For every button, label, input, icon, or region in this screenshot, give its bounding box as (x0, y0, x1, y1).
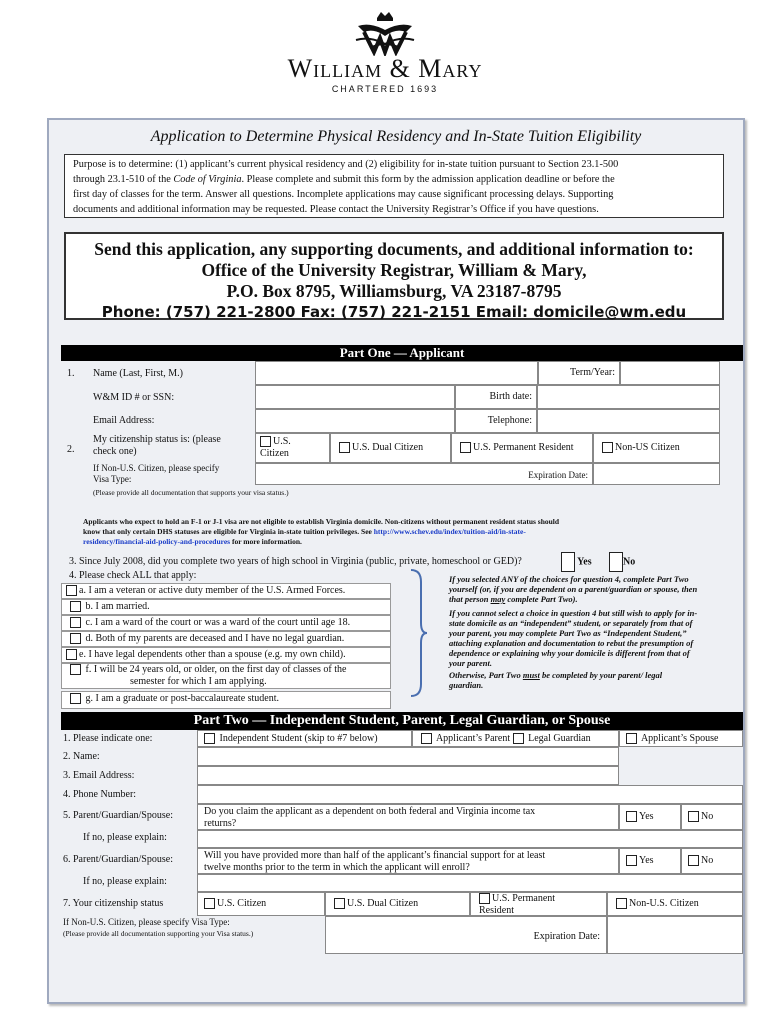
visa-note: (Please provide all documentation that supports your visa status.) (93, 488, 289, 497)
q2-number: 2. (67, 444, 75, 455)
visa-note-2: (Please provide all documentation supporting your Visa status.) (63, 929, 254, 938)
q5-label: 5. Parent/Guardian/Spouse: (63, 810, 173, 821)
q7-dual-citizen[interactable]: U.S. Dual Citizen (325, 892, 470, 916)
q6-label: 6. Parent/Guardian/Spouse: (63, 854, 173, 865)
q5-no[interactable]: No (681, 804, 743, 830)
q4-option-b[interactable]: b. I am married. (61, 599, 391, 615)
email-input-2[interactable] (197, 766, 619, 785)
email-label: Email Address: (93, 415, 155, 426)
send-line: Send this application, any supporting documents, and additional information to: (94, 239, 694, 259)
q4-option-g[interactable]: g. I am a graduate or post-baccalaureate student. (61, 691, 391, 709)
birth-label: Birth date: (455, 385, 537, 409)
us-citizen-option[interactable]: U.S. Citizen (255, 433, 330, 463)
checkbox-icon[interactable] (66, 649, 77, 660)
birth-input[interactable] (537, 385, 720, 409)
non-us-citizen-option[interactable]: Non-US Citizen (593, 433, 720, 463)
schev-link[interactable]: http://www.schev.edu/index/tuition-aid/in-state- (373, 527, 526, 536)
q4-note-2: If you cannot select a choice in question 4 but still wish to apply for in- state domicile as an “independent” student, or separately from that of your parent, you may complete Part Two as “Independent Student,” attaching explanation and documentation to rebut the presumption of dependence or explaining why your domicile is different from that of your parent. (449, 608, 698, 668)
checkbox-icon[interactable] (70, 633, 81, 644)
checkbox-icon[interactable] (339, 442, 350, 453)
q5-explain-input[interactable] (197, 830, 743, 848)
phone-label-2: 4. Phone Number: (63, 789, 137, 800)
q6-question: Will you have provided more than half of the applicant’s financial support for at least twelve months prior to the term in which the applicant will enroll? (197, 848, 619, 874)
send-line: P.O. Box 8795, Williamsburg, VA 23187-8795 (226, 281, 562, 301)
q4-text: 4. Please check ALL that apply: (69, 570, 197, 581)
visa-warning: Applicants who expect to hold an F-1 or J-1 visa are not eligible to establish Virginia domicile. Non-citizens without permanent resident status should know that only certain DHS statuses are eligible for Virginia in-state tuition privileges. See http://www.schev.edu/index/tuition-aid/in-state- residency/financial-aid-policy-and-procedures for more information. (83, 517, 560, 546)
checkbox-icon[interactable] (460, 442, 471, 453)
checkbox-icon[interactable] (602, 442, 613, 453)
university-logo (0, 10, 770, 94)
purpose-line: first day of classes for the term. Answer all questions. Incomplete applications may cause significant processing delays. Supporting (73, 189, 614, 200)
q7-us-citizen[interactable]: U.S. Citizen (197, 892, 325, 916)
id-label: W&M ID # or SSN: (93, 392, 175, 403)
send-line: Office of the University Registrar, William & Mary, (201, 260, 587, 280)
checkbox-icon[interactable] (204, 733, 215, 744)
checkbox-icon[interactable] (70, 693, 81, 704)
application-form (47, 118, 745, 1004)
checkbox-icon[interactable] (616, 898, 627, 909)
purpose-line: Purpose is to determine: (1) applicant’s current physical residency and (2) eligibility for in-state tuition pursuant to Section 23.1-500 (73, 159, 619, 170)
part-one-header: Part One — Applicant (61, 345, 743, 361)
purpose-line: through 23.1-510 of the Code of Virginia. Please complete and submit this form by the admission application deadline or before the (73, 174, 615, 185)
checkbox-icon[interactable] (334, 898, 345, 909)
checkbox-icon[interactable] (204, 898, 215, 909)
name-input-2[interactable] (197, 747, 619, 766)
name-label: Name (Last, First, M.) (93, 368, 183, 379)
checkbox-icon[interactable] (66, 585, 77, 596)
checkbox-icon[interactable] (70, 617, 81, 628)
checkbox-icon[interactable] (421, 733, 432, 744)
q5-question: Do you claim the applicant as a dependent on both federal and Virginia income tax returns? (197, 804, 619, 830)
q5-yes[interactable]: Yes (619, 804, 681, 830)
q5-explain-label: If no, please explain: (83, 832, 167, 843)
id-input[interactable] (255, 385, 455, 409)
q3-no[interactable]: No (609, 552, 635, 572)
checkbox-icon[interactable] (626, 811, 637, 822)
visa-label: If Non-U.S. Citizen, please specify Visa Type: (93, 463, 220, 484)
term-input[interactable] (620, 361, 720, 385)
expiration-input[interactable] (593, 463, 720, 485)
q3-yes[interactable]: Yes (561, 552, 592, 572)
q1-number: 1. (67, 368, 75, 379)
name-label-2: 2. Name: (63, 751, 100, 762)
brace-icon (409, 568, 429, 698)
part-two-header: Part Two — Independent Student, Parent, Legal Guardian, or Spouse (61, 712, 743, 730)
purpose-box (64, 154, 724, 218)
schev-link-cont[interactable]: residency/financial-aid-policy-and-procedures (83, 537, 231, 546)
send-to-box (64, 232, 724, 320)
name-input[interactable] (255, 361, 538, 385)
term-label: Term/Year: (538, 361, 620, 385)
phone-input[interactable] (537, 409, 720, 433)
permanent-resident-option[interactable]: U.S. Permanent Resident (451, 433, 593, 463)
phone-input-2[interactable] (197, 785, 743, 804)
indicate-label: 1. Please indicate one: (63, 733, 153, 744)
dual-citizen-option[interactable]: U.S. Dual Citizen (330, 433, 451, 463)
form-title: Application to Determine Physical Residency and In-State Tuition Eligibility (150, 128, 642, 145)
checkbox-icon[interactable] (479, 893, 490, 904)
parent-guardian-option[interactable]: Applicant’s Parent Legal Guardian (412, 730, 619, 747)
expiration-label: Expiration Date: (255, 463, 593, 485)
q3-text: 3. Since July 2008, did you complete two years of high school in Virginia (public, private, homeschool or GED)? (69, 556, 522, 567)
visa-label-2: If Non-U.S. Citizen, please specify Visa Type: (63, 917, 230, 927)
q7-non-us-citizen[interactable]: Non-U.S. Citizen (607, 892, 743, 916)
q4-note-3: Otherwise, Part Two must be completed by your parent/ legal guardian. (449, 670, 663, 690)
q4-option-d[interactable]: d. Both of my parents are deceased and I have no legal guardian. (61, 631, 391, 647)
expiration-input-2[interactable] (607, 916, 743, 954)
checkbox-icon[interactable] (260, 436, 271, 447)
checkbox-icon[interactable] (626, 733, 637, 744)
checkbox-icon[interactable] (70, 664, 81, 675)
expiration-label-2: Expiration Date: (325, 916, 607, 954)
q7-label: 7. Your citizenship status (63, 898, 164, 909)
q6-explain-label: If no, please explain: (83, 876, 167, 887)
contact-line: Phone: (757) 221-2800 Fax: (757) 221-2151 Email: domicile@wm.edu (101, 303, 687, 321)
university-name: William & Mary (287, 54, 483, 83)
checkbox-icon[interactable] (688, 855, 699, 866)
purpose-line: documents and additional information may be requested. Please contact the University Registrar’s Office if you have questions. (73, 204, 599, 215)
q7-permanent-resident[interactable]: U.S. Permanent Resident (470, 892, 607, 916)
crest-icon (350, 10, 420, 56)
q4-note-1: If you selected ANY of the choices for question 4, complete Part Two yourself (or, if you are dependent on a parent/guardian or spouse, then that person may complete Part Two). (449, 574, 698, 604)
citizenship-label: My citizenship status is: (please check one) (93, 434, 221, 457)
phone-label: Telephone: (455, 409, 537, 433)
spouse-option[interactable]: Applicant’s Spouse (619, 730, 743, 747)
checkbox-icon[interactable] (688, 811, 699, 822)
checkbox-icon[interactable] (626, 855, 637, 866)
chartered-text: CHARTERED 1693 (331, 84, 439, 94)
q6-yes[interactable]: Yes (619, 848, 681, 874)
checkbox-icon[interactable] (561, 552, 575, 572)
q6-explain-input[interactable] (197, 874, 743, 892)
q4-option-c[interactable]: c. I am a ward of the court or was a ward of the court until age 18. (61, 615, 391, 631)
checkbox-icon[interactable] (609, 552, 623, 572)
independent-student-option[interactable]: Independent Student (skip to #7 below) (197, 730, 412, 747)
q4-option-f[interactable]: f. I will be 24 years old, or older, on the first day of classes of the semester for which I am applying. (61, 663, 391, 689)
q4-option-e[interactable]: e. I have legal dependents other than a spouse (e.g. my own child). (61, 647, 391, 663)
email-label-2: 3. Email Address: (63, 770, 135, 781)
checkbox-icon[interactable] (70, 601, 81, 612)
q4-option-a[interactable]: a. I am a veteran or active duty member of the U.S. Armed Forces. (61, 583, 391, 599)
checkbox-icon[interactable] (513, 733, 524, 744)
q6-no[interactable]: No (681, 848, 743, 874)
email-input[interactable] (255, 409, 455, 433)
